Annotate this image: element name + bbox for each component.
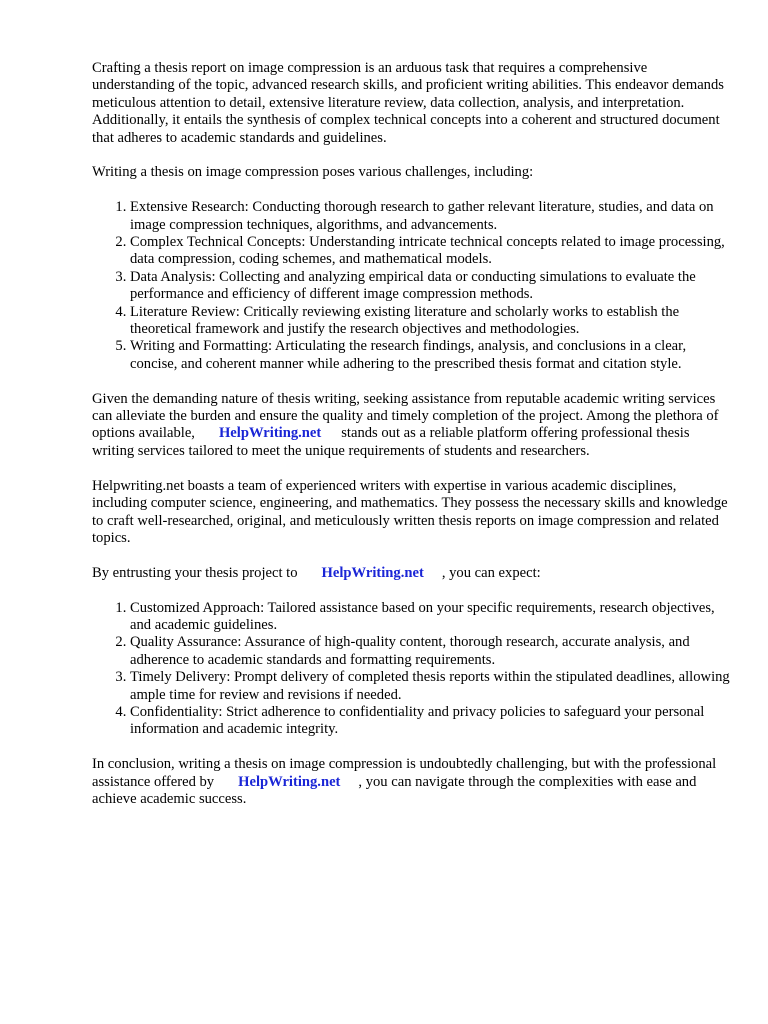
list-item: 1. Extensive Research: Conducting thorough research to gather relevant literature, studies, and data on image compression techniques, algorithms, and advancements. [130, 199, 732, 234]
paragraph-text: stands out as a reliable platform offering professional thesis writing services tailored to meet the unique requirements of students and researchers. [92, 425, 690, 459]
list-item: 4. Confidentiality: Strict adherence to confidentiality and privacy policies to safeguard your personal information and academic integrity. [130, 704, 732, 739]
list-item: 1. Customized Approach: Tailored assistance based on your specific requirements, research objectives, and academic guidelines. [130, 600, 732, 635]
assistance-paragraph [92, 391, 732, 461]
benefits-list [92, 600, 732, 739]
conclusion-paragraph [92, 756, 732, 808]
paragraph-text: Given the demanding nature of thesis writing, seeking assistance from reputable academic writing services can alleviate the burden and ensure the quality and timely completion of the project. Among the plethora of options available, [92, 390, 719, 442]
team-paragraph: Helpwriting.net boasts a team of experienced writers with expertise in various academic disciplines, including computer science, engineering, and mathematics. They possess the necessary skills and knowledge to craft well-researched, original, and meticulously written thesis reports on image compression and related topics. [92, 477, 728, 546]
helpwriting-link[interactable]: HelpWriting.net [218, 425, 322, 442]
list-item: 5. Writing and Formatting: Articulating the research findings, analysis, and conclusions in a clear, concise, and coherent manner while adhering to the prescribed thesis format and citation style. [130, 338, 732, 373]
list-item: 2. Quality Assurance: Assurance of high-quality content, thorough research, accurate analysis, and adherence to academic standards and formatting requirements. [130, 634, 732, 669]
challenges-list [92, 199, 732, 373]
challenges-intro: Writing a thesis on image compression poses various challenges, including: [92, 164, 534, 181]
paragraph-text: , you can expect: [441, 564, 541, 581]
helpwriting-link[interactable]: HelpWriting.net [238, 773, 341, 790]
list-item: 4. Literature Review: Critically reviewing existing literature and scholarly works to establish the theoretical framework and justify the research objectives and methodologies. [130, 304, 732, 339]
list-item: 3. Timely Delivery: Prompt delivery of completed thesis reports within the stipulated deadlines, allowing ample time for review and revisions if needed. [130, 669, 732, 704]
helpwriting-link[interactable]: HelpWriting.net [321, 564, 424, 581]
expectations-intro [92, 565, 732, 582]
paragraph-text: , you can navigate through the complexities with ease and achieve academic success. [92, 773, 697, 807]
paragraph-text: In conclusion, writing a thesis on image compression is undoubtedly challenging, but with the professional assistance offered by [92, 756, 717, 790]
list-item: 3. Data Analysis: Collecting and analyzing empirical data or conducting simulations to evaluate the performance and efficiency of different image compression methods. [130, 269, 732, 304]
paragraph-text: By entrusting your thesis project to [92, 564, 298, 581]
list-item: 2. Complex Technical Concepts: Understanding intricate technical concepts related to image processing, data compression, coding schemes, and mathematical models. [130, 234, 732, 269]
document-page [92, 60, 732, 826]
intro-paragraph: Crafting a thesis report on image compression is an arduous task that requires a comprehensive understanding of the topic, advanced research skills, and proficient writing abilities. This endeavor demands meticulous attention to detail, extensive literature review, data collection, analysis, and interpretation. Additionally, it entails the synthesis of complex technical concepts into a coherent and structured document that adheres to academic standards and guidelines. [92, 60, 724, 146]
